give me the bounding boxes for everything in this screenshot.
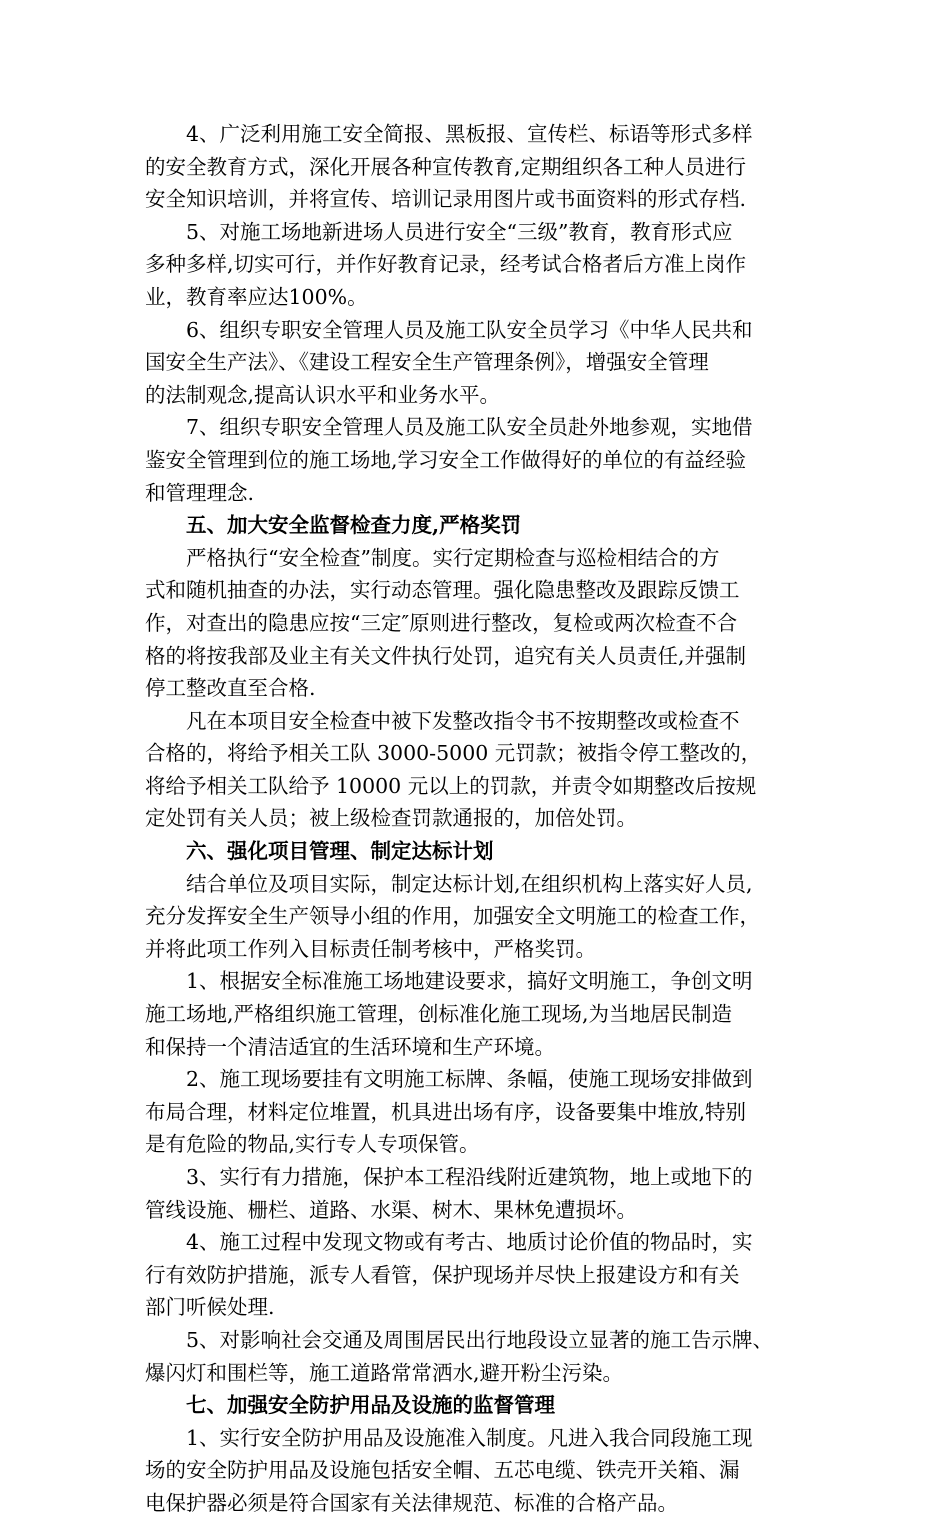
paragraph-item-2-site-signage: 2、施工现场要挂有文明施工标牌、条幅，使施工现场安排做到 布局合理，材料定位堆置，机具进出场有序，设备要集中堆放,特别 是有危险的物品,实行专人专项保管。	[145, 1067, 753, 1157]
paragraph-item-1-protective-equipment: 1、实行安全防护用品及设施准入制度。凡进入我合同段施工现 场的安全防护用品及设施包括安全帽、五芯电缆、铁壳开关箱、漏 电保护器必须是符合国家有关法律规范、标准的合格产品。	[145, 1425, 753, 1515]
paragraph-item-7-site-visit: 7、组织专职安全管理人员及施工队安全员赴外地参观，实地借 鉴安全管理到位的施工场地,学习安全工作做得好的单位的有益经验 和管理理念.	[145, 415, 753, 505]
paragraph-item-6-law-study: 6、组织专职安全管理人员及施工队安全员学习《中华人民共和 国安全生产法》、《建设工程安全生产管理条例》，增强安全管理 的法制观念,提高认识水平和业务水平。	[145, 317, 753, 407]
section-heading-5: 五、加大安全监督检查力度,严格奖罚	[186, 513, 522, 538]
paragraph-item-1-civilized-construction: 1、根据安全标准施工场地建设要求，搞好文明施工，争创文明 施工场地,严格组织施工管理，创标准化施工现场,为当地居民制造 和保持一个清洁适宜的生活环境和生产环境。	[145, 969, 753, 1059]
paragraph-penalties: 凡在本项目安全检查中被下发整改指令书不按期整改或检查不 合格的，将给予相关工队 3000-5000 元罚款；被指令停工整改的， 将给予相关工队给予 10000 元以上的罚款，并责令如期整改后按规 定处罚有关人员；被上级检查罚款通报的，加倍处罚。	[145, 708, 762, 831]
paragraph-item-4-publicity: 4、广泛利用施工安全简报、黑板报、宣传栏、标语等形式多样 的安全教育方式，深化开展各种宣传教育,定期组织各工种人员进行 安全知识培训，并将宣传、培训记录用图片或书面资料的形式存档.	[145, 122, 753, 212]
paragraph-compliance-plan: 结合单位及项目实际，制定达标计划,在组织机构上落实好人员, 充分发挥安全生产领导小组的作用，加强安全文明施工的检查工作， 并将此项工作列入目标责任制考核中，严格奖罚。	[145, 871, 760, 961]
paragraph-item-5-traffic-signs: 5、对影响社会交通及周围居民出行地段设立显著的施工告示牌、 爆闪灯和围栏等，施工道路常常洒水,避开粉尘污染。	[145, 1327, 774, 1385]
paragraph-item-5-three-level-education: 5、对施工场地新进场人员进行安全“三级”教育，教育形式应 多种多样,切实可行，并作好教育记录，经考试合格者后方准上岗作 业，教育率应达100%。	[145, 219, 747, 309]
paragraph-item-3-protection-measures: 3、实行有力措施，保护本工程沿线附近建筑物，地上或地下的 管线设施、栅栏、道路、水渠、树木、果林免遭损坏。	[145, 1165, 753, 1222]
paragraph-inspection-system: 严格执行“安全检查”制度。实行定期检查与巡检相结合的方 式和随机抽查的办法，实行动态管理。强化隐患整改及跟踪反馈工 作，对查出的隐患应按“三定″原则进行整改，复检或两次检查不合 格的将按我部及业主有关文件执行处罚，追究有关人员责任,并强制 停工整改直至合格.	[145, 545, 747, 701]
section-heading-7: 七、加强安全防护用品及设施的监督管理	[186, 1393, 555, 1418]
document-page	[145, 118, 805, 1520]
paragraph-item-4-cultural-relics: 4、施工过程中发现文物或有考古、地质讨论价值的物品时，实 行有效防护措施，派专人看管，保护现场并尽快上报建设方和有关 部门听候处理.	[145, 1230, 753, 1320]
section-heading-6: 六、强化项目管理、制定达标计划	[186, 839, 494, 864]
